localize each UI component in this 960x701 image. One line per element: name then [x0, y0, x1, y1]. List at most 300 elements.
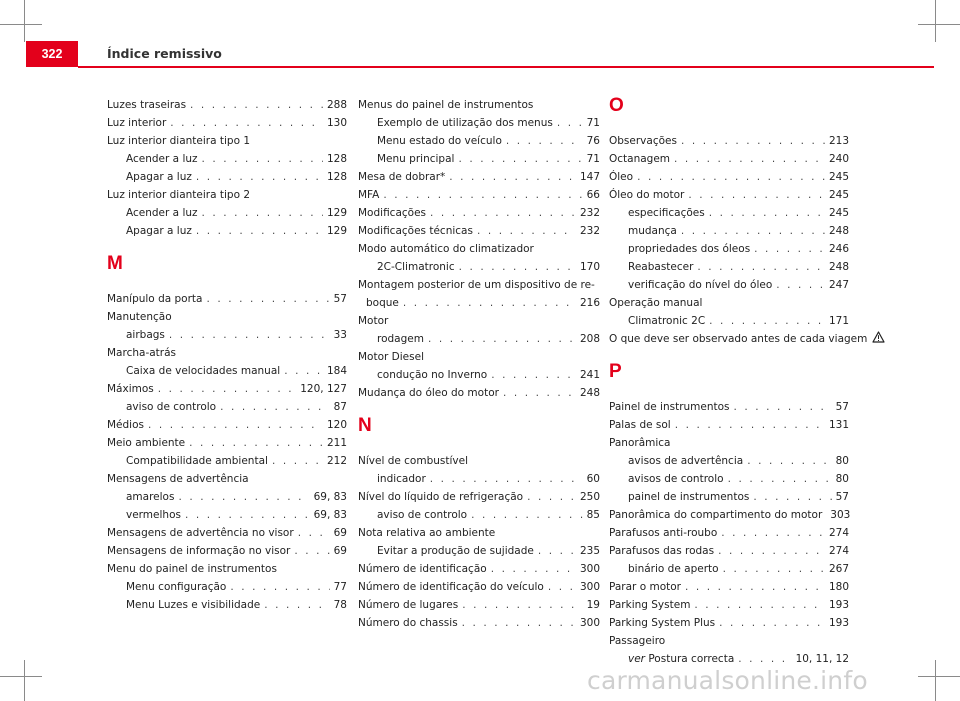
dot-leader — [294, 542, 329, 560]
entry-term: Máximos — [107, 383, 154, 395]
dot-leader — [675, 416, 825, 434]
entry-term: Número de identificação do veículo — [358, 581, 544, 593]
entry-page-ref: 235 — [579, 545, 600, 557]
dot-leader — [230, 578, 329, 596]
entry-term: propriedades dos óleos — [628, 243, 751, 255]
entry-term: aviso de controlo — [126, 401, 217, 413]
dot-leader — [747, 452, 831, 470]
entry-page-ref: 184 — [326, 365, 347, 377]
entry-page-ref: 171 — [828, 315, 849, 327]
entry-page-ref: 85 — [586, 509, 600, 521]
dot-leader — [753, 488, 831, 506]
index-heading — [107, 308, 347, 326]
entry-page-ref: 69, 83 — [313, 491, 347, 503]
dot-leader — [428, 330, 576, 348]
entry-page-ref: 128 — [326, 171, 347, 183]
dot-leader — [688, 186, 825, 204]
entry-page-ref: 248 — [828, 261, 849, 273]
index-entry — [107, 578, 347, 596]
index-entry — [358, 578, 600, 596]
index-entry — [358, 506, 600, 524]
entry-term: Compatibilidade ambiental — [126, 455, 268, 467]
index-entry — [107, 362, 347, 380]
dot-leader — [719, 614, 825, 632]
dot-leader — [430, 204, 576, 222]
index-entry — [358, 258, 600, 276]
entry-page-ref: 131 — [828, 419, 849, 431]
entry-term: Luz interior — [107, 117, 167, 129]
entry-term: Menu Luzes e visibilidade — [126, 599, 261, 611]
index-entry — [107, 398, 347, 416]
dot-leader — [264, 596, 329, 614]
index-heading — [358, 312, 600, 330]
entry-term: Parar o motor — [609, 581, 681, 593]
dot-leader — [462, 614, 576, 632]
entry-term: Parking System — [609, 599, 691, 611]
entry-term: avisos de advertência — [628, 455, 744, 467]
entry-term: Mensagens de advertência no visor — [107, 527, 294, 539]
entry-page-ref: 87 — [333, 401, 347, 413]
entry-term: Modificações técnicas — [358, 225, 473, 237]
entry-term: Óleo do motor — [609, 189, 685, 201]
entry-page-ref: 248 — [579, 387, 600, 399]
dot-leader — [459, 258, 576, 276]
entry-page-ref: 288 — [326, 99, 347, 111]
dot-leader — [685, 578, 825, 596]
dot-leader — [734, 398, 832, 416]
dot-leader — [298, 524, 330, 542]
entry-page-ref: 19 — [586, 599, 600, 611]
entry-term: indicador — [377, 473, 426, 485]
entry-page-ref: 274 — [828, 545, 849, 557]
entry-term: Motor — [358, 315, 389, 327]
entry-page-ref: 300 — [579, 563, 600, 575]
index-entry — [609, 470, 849, 488]
dot-leader — [462, 596, 582, 614]
index-entry — [107, 596, 347, 614]
index-heading — [358, 524, 600, 542]
entry-term: Nível de combustível — [358, 455, 469, 467]
entry-term: Exemplo de utilização dos menus — [377, 117, 553, 129]
entry-term: Médios — [107, 419, 144, 431]
entry-term: Reabastecer — [628, 261, 694, 273]
dot-leader — [178, 488, 309, 506]
section-letter: O — [609, 95, 624, 116]
entry-term: Motor Diesel — [358, 351, 424, 363]
dot-leader — [202, 204, 323, 222]
index-entry — [609, 614, 849, 632]
index-heading — [107, 186, 347, 204]
entry-page-ref: 129 — [326, 225, 347, 237]
dot-leader — [709, 204, 825, 222]
entry-term: Luz interior dianteira tipo 1 — [107, 135, 251, 147]
entry-term: Apagar a luz — [126, 225, 192, 237]
index-entry — [358, 384, 600, 402]
index-heading — [107, 470, 347, 488]
dot-leader — [721, 524, 825, 542]
index-heading — [609, 330, 868, 348]
index-entry — [609, 542, 849, 560]
entry-term: Óleo — [609, 171, 634, 183]
index-entry — [358, 366, 600, 384]
dot-leader — [527, 488, 576, 506]
page-title: Índice remissivo — [107, 46, 222, 61]
entry-page-ref: 245 — [828, 189, 849, 201]
section-letter: N — [358, 415, 372, 436]
index-entry — [358, 114, 600, 132]
index-heading — [358, 452, 600, 470]
entry-term: Caixa de velocidades manual — [126, 365, 281, 377]
dot-leader — [503, 384, 576, 402]
index-entry — [609, 524, 849, 542]
dot-leader — [190, 96, 323, 114]
dot-leader — [196, 222, 323, 240]
entry-page-ref: 211 — [326, 437, 347, 449]
index-entry — [609, 240, 849, 258]
entry-page-ref: 232 — [579, 225, 600, 237]
entry-term: 2C-Climatronic — [377, 261, 455, 273]
index-heading — [107, 132, 347, 150]
entry-page-ref: 57 — [835, 401, 849, 413]
entry-term: vermelhos — [126, 509, 181, 521]
entry-page-ref: 193 — [828, 599, 849, 611]
index-entry — [107, 204, 347, 222]
index-entry — [107, 506, 347, 524]
entry-term: Evitar a produção de sujidade — [377, 545, 534, 557]
index-entry — [107, 524, 347, 542]
entry-page-ref: 216 — [579, 297, 600, 309]
dot-leader — [491, 560, 576, 578]
index-entry — [609, 222, 849, 240]
entry-term: Mensagens de advertência — [107, 473, 249, 485]
entry-term: amarelos — [126, 491, 175, 503]
entry-page-ref: 180 — [828, 581, 849, 593]
dot-leader — [449, 168, 576, 186]
dot-leader — [709, 312, 825, 330]
index-entry — [609, 186, 849, 204]
entry-page-ref: 248 — [828, 225, 849, 237]
entry-term: Climatronic 2C — [628, 315, 706, 327]
entry-term: binário de aperto — [628, 563, 719, 575]
index-heading — [107, 560, 347, 578]
dot-leader — [185, 506, 310, 524]
entry-page-ref: 66 — [586, 189, 600, 201]
dot-leader — [272, 452, 323, 470]
entry-term: Operação manual — [609, 297, 703, 309]
dot-leader — [158, 380, 296, 398]
index-entry — [609, 168, 849, 186]
entry-term: mudança — [628, 225, 677, 237]
index-entry — [358, 204, 600, 222]
entry-term: Número do chassis — [358, 617, 458, 629]
entry-term: Nível do líquido de refrigeração — [358, 491, 524, 503]
entry-page-ref: 300 — [579, 617, 600, 629]
index-entry — [358, 132, 600, 150]
entry-page-ref: 60 — [586, 473, 600, 485]
index-heading — [609, 632, 849, 650]
crop-mark — [24, 0, 25, 42]
index-entry — [609, 312, 849, 330]
entry-page-ref: 80 — [835, 473, 849, 485]
crop-mark — [0, 676, 42, 677]
dot-leader — [189, 434, 323, 452]
index-entry — [107, 434, 347, 452]
entry-page-ref: 274 — [828, 527, 849, 539]
entry-term: Passageiro — [609, 635, 666, 647]
entry-page-ref: 120, 127 — [300, 383, 347, 395]
dot-leader — [697, 258, 825, 276]
entry-term: Mensagens de informação no visor — [107, 545, 291, 557]
entry-page-ref: 69 — [333, 545, 347, 557]
index-entry — [107, 416, 347, 434]
dot-leader — [196, 168, 323, 186]
entry-term: Menus do painel de instrumentos — [358, 99, 534, 111]
entry-page-ref: 76 — [586, 135, 600, 147]
entry-term: Parafusos das rodas — [609, 545, 715, 557]
index-entry — [358, 560, 600, 578]
index-entry — [107, 488, 347, 506]
entry-page-ref: 241 — [579, 369, 600, 381]
dot-leader — [471, 506, 583, 524]
entry-term: Painel de instrumentos — [609, 401, 730, 413]
index-heading — [358, 96, 600, 114]
entry-page-ref: 213 — [828, 135, 849, 147]
entry-page-ref: 69, 83 — [313, 509, 347, 521]
crop-mark — [918, 24, 960, 25]
index-entry — [358, 614, 600, 632]
entry-term-text: Postura correcta — [648, 653, 735, 665]
watermark: carmanualsonline.info — [587, 666, 868, 695]
entry-term: aviso de controlo — [377, 509, 468, 521]
index-entry — [107, 542, 347, 560]
entry-page-ref: 245 — [828, 207, 849, 219]
dot-leader — [202, 150, 323, 168]
index-heading — [358, 276, 600, 294]
entry-page-ref: 250 — [579, 491, 600, 503]
entry-term: Luz interior dianteira tipo 2 — [107, 189, 251, 201]
dot-leader — [206, 290, 329, 308]
entry-page-ref: 232 — [579, 207, 600, 219]
entry-term: Menu configuração — [126, 581, 227, 593]
index-heading — [358, 348, 600, 366]
entry-term: Menu principal — [377, 153, 455, 165]
index-entry — [609, 276, 849, 294]
entry-page-ref: 33 — [333, 329, 347, 341]
entry-term: boque — [366, 297, 399, 309]
entry-page-ref: 57 — [835, 491, 849, 503]
index-entry — [358, 330, 600, 348]
index-entry — [107, 290, 347, 308]
dot-leader — [220, 398, 330, 416]
index-entry — [358, 186, 600, 204]
entry-page-ref: 170 — [579, 261, 600, 273]
dot-leader — [718, 542, 825, 560]
crop-mark — [0, 24, 42, 25]
entry-term: Mudança do óleo do motor — [358, 387, 499, 399]
dot-leader — [694, 596, 825, 614]
index-entry — [358, 168, 600, 186]
dot-leader — [776, 276, 825, 294]
entry-term: O que deve ser observado antes de cada viagem — [609, 333, 868, 345]
entry-page-ref: 212 — [326, 455, 347, 467]
entry-page-ref: 10, 11, 12 — [795, 653, 849, 665]
entry-page-ref: 80 — [835, 455, 849, 467]
index-entry — [358, 596, 600, 614]
index-column-2 — [358, 96, 600, 632]
crop-mark — [935, 660, 936, 701]
entry-term: Modo automático do climatizador — [358, 243, 534, 255]
index-entry — [609, 132, 849, 150]
header-rule — [78, 66, 934, 68]
entry-term: MFA — [358, 189, 380, 201]
index-heading — [107, 344, 347, 362]
entry-term: Número de identificação — [358, 563, 487, 575]
index-entry — [609, 452, 849, 470]
dot-leader — [477, 222, 576, 240]
entry-term: Mesa de dobrar* — [358, 171, 446, 183]
dot-leader — [148, 416, 323, 434]
entry-page-ref: 208 — [579, 333, 600, 345]
index-heading — [609, 294, 849, 312]
index-entry — [609, 150, 849, 168]
entry-page-ref: 193 — [828, 617, 849, 629]
entry-term: Octanagem — [609, 153, 671, 165]
entry-page-ref: 57 — [333, 293, 347, 305]
entry-term: Número de lugares — [358, 599, 459, 611]
entry-term: Observações — [609, 135, 677, 147]
dot-leader — [681, 222, 825, 240]
dot-leader — [170, 114, 323, 132]
entry-term: verificação do nível do óleo — [628, 279, 773, 291]
dot-leader — [637, 168, 825, 186]
entry-term: Acender a luz — [126, 153, 198, 165]
index-entry — [107, 168, 347, 186]
entry-term: Manípulo da porta — [107, 293, 203, 305]
index-column-1 — [107, 96, 347, 614]
entry-term: Meio ambiente — [107, 437, 186, 449]
index-entry — [609, 560, 849, 578]
entry-page-ref: 77 — [333, 581, 347, 593]
dot-leader — [458, 150, 582, 168]
entry-term: especificações — [628, 207, 705, 219]
index-heading — [609, 434, 849, 452]
index-heading — [358, 240, 600, 258]
entry-page-ref: 147 — [579, 171, 600, 183]
entry-page-ref: 71 — [586, 153, 600, 165]
dot-leader — [403, 294, 576, 312]
dot-leader — [728, 470, 832, 488]
entry-term: Panorâmica do compartimento do motor — [609, 509, 823, 521]
dot-leader — [557, 114, 583, 132]
index-entry — [609, 416, 849, 434]
entry-page-ref: 303 — [830, 509, 851, 521]
index-entry — [358, 488, 600, 506]
entry-term: Parafusos anti-roubo — [609, 527, 718, 539]
dot-leader — [383, 186, 582, 204]
index-entry — [358, 294, 600, 312]
crop-mark — [24, 660, 25, 701]
entry-page-ref: 130 — [326, 117, 347, 129]
index-entry — [107, 96, 347, 114]
entry-term: Panorâmica — [609, 437, 671, 449]
index-entry — [358, 150, 600, 168]
index-column-3 — [609, 95, 868, 668]
entry-term: painel de instrumentos — [628, 491, 750, 503]
index-entry — [609, 488, 849, 506]
entry-page-ref: 78 — [333, 599, 347, 611]
entry-term: Acender a luz — [126, 207, 198, 219]
dot-leader — [169, 326, 330, 344]
entry-term: Modificações — [358, 207, 427, 219]
entry-term: airbags — [126, 329, 165, 341]
entry-page-ref: 129 — [326, 207, 347, 219]
entry-term: condução no Inverno — [377, 369, 488, 381]
dot-leader — [284, 362, 323, 380]
entry-term: Manutenção — [107, 311, 172, 323]
index-entry — [107, 326, 347, 344]
entry-term: avisos de controlo — [628, 473, 724, 485]
crop-mark — [935, 0, 936, 42]
entry-page-ref: 120 — [326, 419, 347, 431]
index-entry — [358, 542, 600, 560]
entry-term: rodagem — [377, 333, 424, 345]
dot-leader — [430, 470, 583, 488]
index-entry — [358, 222, 600, 240]
index-entry — [609, 258, 849, 276]
crop-mark — [918, 676, 960, 677]
entry-term: Marcha-atrás — [107, 347, 177, 359]
index-entry — [107, 150, 347, 168]
page-number: 322 — [26, 41, 78, 67]
dot-leader — [491, 366, 576, 384]
index-entry — [609, 596, 849, 614]
dot-leader — [754, 240, 825, 258]
entry-term: Montagem posterior de um dispositivo de re- — [358, 279, 595, 291]
entry-term: Apagar a luz — [126, 171, 192, 183]
dot-leader — [538, 542, 576, 560]
index-entry — [609, 204, 849, 222]
index-entry — [609, 398, 849, 416]
index-entry — [107, 114, 347, 132]
dot-leader — [674, 150, 825, 168]
entry-page-ref: 71 — [586, 117, 600, 129]
entry-see-prefix: ver — [628, 653, 645, 665]
index-entry — [107, 380, 347, 398]
index-entry — [107, 222, 347, 240]
dot-leader — [506, 132, 583, 150]
entry-term: Nota relativa ao ambiente — [358, 527, 496, 539]
warning-triangle-icon — [872, 331, 885, 343]
section-letter: M — [107, 253, 123, 274]
index-entry — [107, 452, 347, 470]
entry-page-ref: 128 — [326, 153, 347, 165]
entry-page-ref: 300 — [579, 581, 600, 593]
index-entry — [609, 578, 849, 596]
index-entry — [358, 470, 600, 488]
entry-page-ref: 69 — [333, 527, 347, 539]
dot-leader — [548, 578, 576, 596]
entry-term: Menu estado do veículo — [377, 135, 502, 147]
dot-leader — [681, 132, 825, 150]
entry-page-ref: 247 — [828, 279, 849, 291]
entry-page-ref: 267 — [828, 563, 849, 575]
entry-term: Menu do painel de instrumentos — [107, 563, 277, 575]
entry-term: Palas de sol — [609, 419, 671, 431]
entry-page-ref: 246 — [828, 243, 849, 255]
index-entry — [609, 506, 849, 524]
section-letter: P — [609, 361, 622, 382]
entry-term: Parking System Plus — [609, 617, 716, 629]
